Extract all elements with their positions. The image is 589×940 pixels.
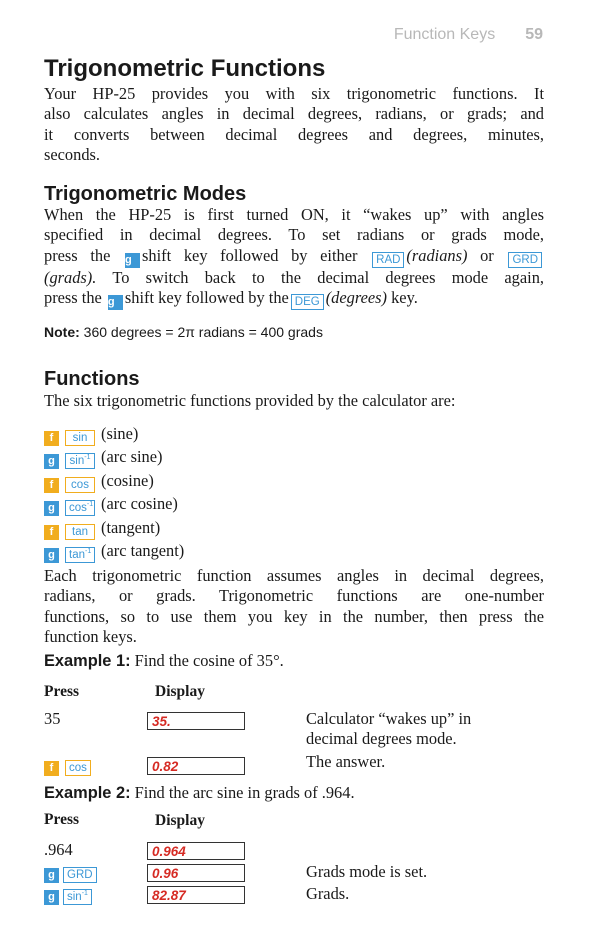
- function-desc: (sine): [101, 424, 139, 443]
- sin-key-icon: sin: [65, 430, 95, 446]
- text: decimal degrees mode.: [306, 729, 457, 749]
- function-row: [44, 539, 184, 562]
- intro-line: seconds.: [44, 145, 100, 165]
- cos-key-icon: cos: [65, 760, 91, 776]
- text: shift key followed by the: [124, 288, 289, 308]
- function-row: [44, 422, 184, 445]
- f-shift-key-icon: f: [44, 478, 59, 493]
- functions-heading: Functions: [44, 368, 140, 390]
- intro-line: also calculates angles in decimal degrees, radians, or grads; and: [44, 104, 544, 124]
- press-column-header: Press: [44, 811, 80, 828]
- intro-paragraph: [44, 84, 544, 166]
- text: (radians): [406, 245, 468, 265]
- note: [44, 324, 323, 340]
- text: (grads).: [44, 267, 97, 287]
- keystroke-input: .964: [44, 840, 73, 859]
- text: sin: [69, 455, 85, 468]
- text: shift key followed by either: [142, 245, 358, 265]
- function-desc: (tangent): [101, 517, 161, 537]
- g-shift-key-icon: g: [44, 890, 59, 905]
- text: -1: [85, 548, 92, 556]
- function-row: [44, 516, 184, 539]
- function-desc: (arc sine): [101, 447, 163, 467]
- functions-paragraph: [44, 566, 544, 648]
- grd-key-icon: GRD: [508, 252, 542, 268]
- g-shift-key-icon: g: [44, 868, 59, 883]
- section-name: Function Keys: [393, 26, 496, 43]
- text: -1: [81, 890, 88, 898]
- text: or: [480, 245, 494, 265]
- g-shift-key-icon: g: [44, 501, 59, 516]
- cos-key-icon: cos: [65, 477, 95, 493]
- press-column-header: Press: [44, 683, 80, 700]
- example-label: Example 2:: [44, 784, 131, 802]
- text: The six trigonometric functions provided by the calculator are:: [44, 391, 456, 410]
- functions-line: function keys.: [44, 627, 137, 647]
- arcsin-key-icon: [65, 453, 95, 469]
- calculator-display: 0.964: [147, 842, 245, 860]
- g-shift-key-icon: g: [44, 454, 59, 469]
- arcsin-key-icon: [63, 889, 92, 905]
- text: press the: [44, 288, 102, 308]
- g-shift-key-icon: g: [125, 253, 140, 268]
- function-row: [44, 492, 184, 515]
- running-head: [394, 26, 543, 44]
- function-list: [44, 422, 184, 562]
- page-number: 59: [525, 26, 543, 43]
- f-shift-key-icon: f: [44, 525, 59, 540]
- example2-heading: [44, 783, 355, 803]
- function-row: [44, 445, 184, 468]
- text: tan: [69, 548, 85, 561]
- calculator-display: 82.87: [147, 886, 245, 904]
- text: -1: [86, 501, 94, 509]
- modes-line: [44, 246, 544, 268]
- intro-line: Your HP-25 provides you with six trigonometric functions. It: [44, 84, 544, 103]
- tan-key-icon: tan: [65, 524, 95, 540]
- display-column-header: Display: [155, 812, 205, 829]
- comment: [306, 709, 471, 750]
- functions-line: Each trigonometric function assumes angles in decimal degrees,: [44, 566, 544, 585]
- example-text: Find the cosine of 35°.: [134, 651, 284, 670]
- g-shift-key-icon: g: [44, 548, 59, 563]
- note-label: Note:: [44, 324, 80, 340]
- arccos-key-icon: [65, 500, 95, 516]
- text: Calculator “wakes up” in: [306, 709, 472, 728]
- example-text: Find the arc sine in grads of .964.: [134, 783, 355, 802]
- comment: Grads mode is set.: [306, 862, 428, 881]
- intro-line: it converts between decimal degrees and degrees, minutes,: [44, 124, 544, 144]
- example1-heading: [44, 651, 284, 671]
- modes-line: [44, 288, 544, 310]
- g-shift-key-icon: g: [108, 295, 123, 310]
- function-desc: (cosine): [101, 470, 154, 490]
- calculator-display: 35.: [147, 712, 245, 730]
- function-desc: (arc tangent): [101, 540, 185, 560]
- grd-key-icon: GRD: [63, 867, 97, 883]
- keystroke-keys: [44, 861, 99, 883]
- keystroke-keys: [44, 754, 93, 776]
- functions-intro: [44, 391, 544, 411]
- text: key.: [391, 288, 418, 308]
- function-desc: (arc cosine): [101, 494, 178, 514]
- keystroke-keys: [44, 883, 94, 905]
- modes-line: specified in decimal degrees. To set radians or grads mode,: [44, 225, 544, 245]
- function-row: [44, 469, 184, 492]
- text: -1: [84, 454, 91, 462]
- functions-line: radians, or grads. Trigonometric functions are one-number: [44, 586, 544, 606]
- modes-line: When the HP-25 is first turned ON, it “wakes up” with angles: [44, 205, 544, 224]
- keystroke-input: 35: [44, 709, 61, 728]
- text: cos: [69, 502, 87, 515]
- modes-heading: Trigonometric Modes: [44, 183, 247, 205]
- f-shift-key-icon: f: [44, 431, 59, 446]
- functions-line: functions, so to use them you key in the number, then press the: [44, 606, 544, 626]
- comment: Grads.: [306, 884, 350, 903]
- text: (degrees): [325, 288, 387, 308]
- arctan-key-icon: [65, 547, 95, 563]
- comment: The answer.: [306, 752, 386, 771]
- deg-key-icon: DEG: [291, 294, 324, 310]
- text: sin: [67, 891, 82, 903]
- calculator-display: 0.82: [147, 757, 245, 775]
- modes-paragraph: [44, 205, 544, 310]
- note-text: 360 degrees = 2π radians = 400 grads: [83, 324, 323, 340]
- modes-line: [44, 268, 544, 288]
- text: To switch back to the decimal degrees mode again,: [112, 267, 544, 287]
- calculator-display: 0.96: [147, 864, 245, 882]
- rad-key-icon: RAD: [372, 252, 404, 268]
- page-title: Trigonometric Functions: [44, 55, 326, 82]
- text: press the: [44, 245, 111, 265]
- display-column-header: Display: [155, 683, 205, 700]
- example-label: Example 1:: [44, 652, 131, 670]
- f-shift-key-icon: f: [44, 761, 59, 776]
